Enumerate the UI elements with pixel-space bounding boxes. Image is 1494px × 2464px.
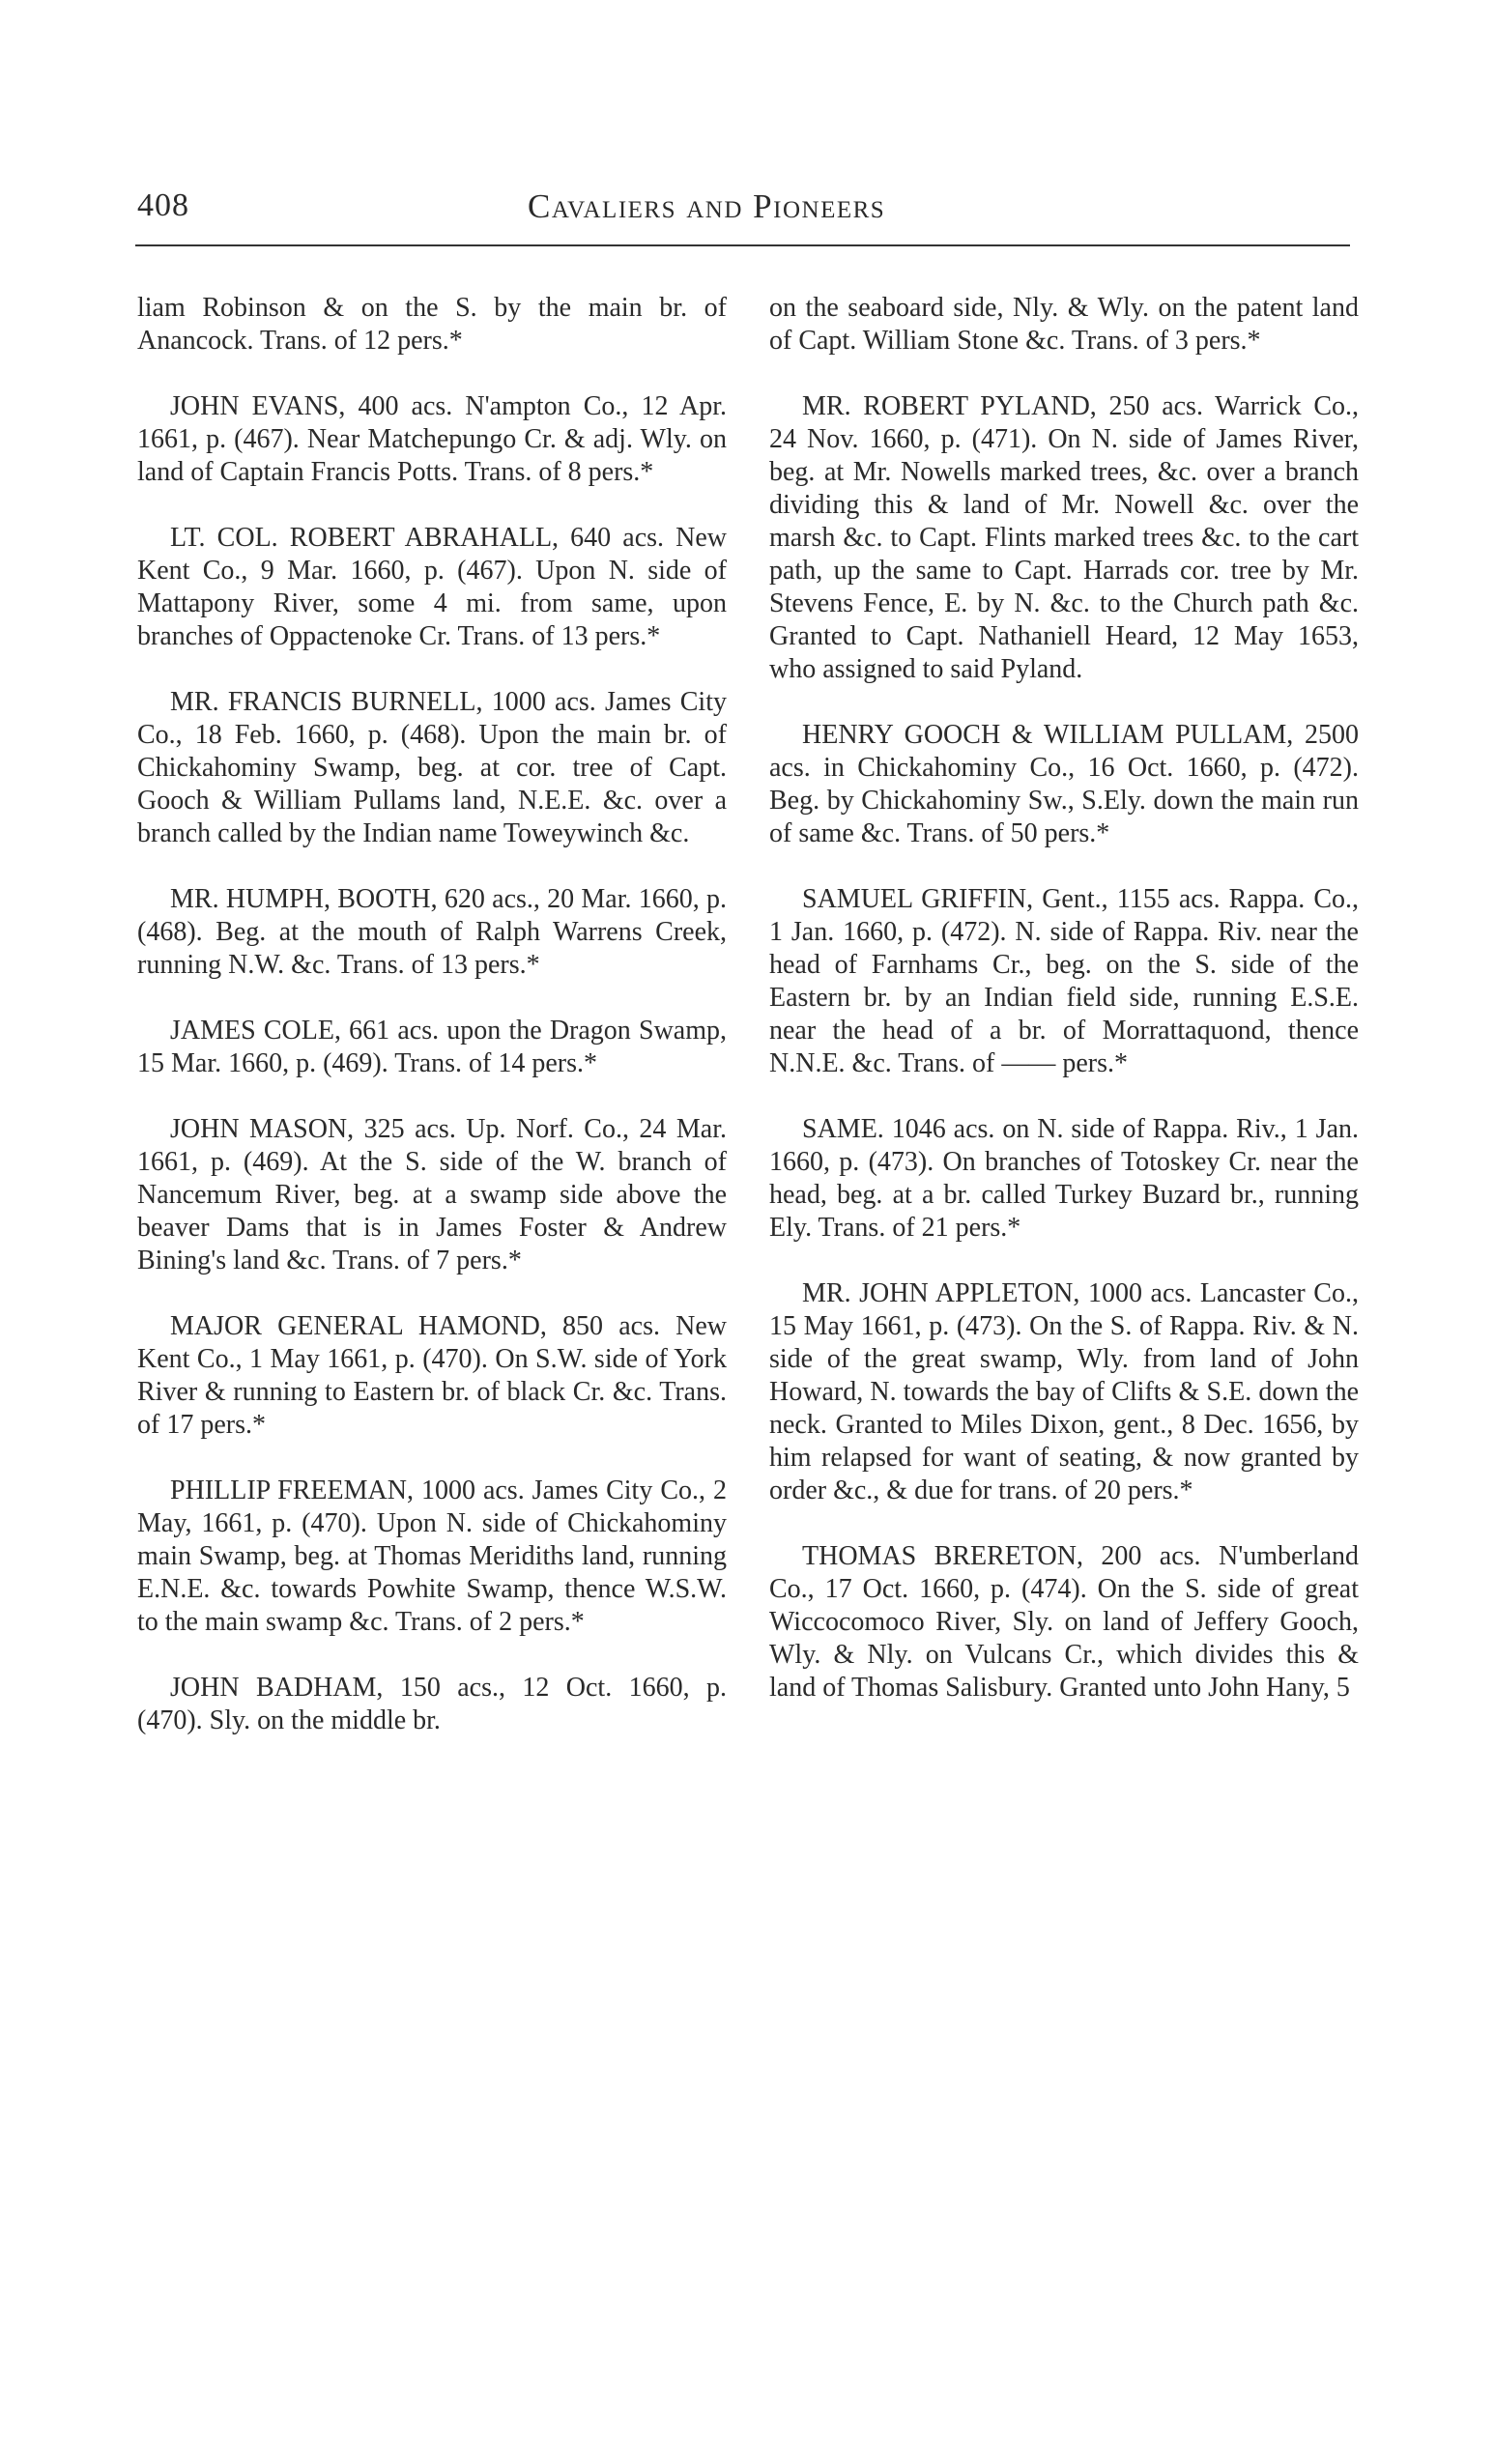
entry-humph-booth: MR. HUMPH, BOOTH, 620 acs., 20 Mar. 1660, p. (468). Beg. at the mouth of Ralph Warrens Creek, running N.W. &c. Trans. of 13 pers.* <box>137 884 727 980</box>
entry-gooch-pullam: HENRY GOOCH & WILLIAM PULLAM, 2500 acs. in Chickahominy Co., 16 Oct. 1660, p. (472). Beg. by Chickahominy Sw., S.Ely. down the main run of same &c. Trans. of 50 pers.* <box>769 720 1359 848</box>
entry-general-hamond: MAJOR GENERAL HAMOND, 850 acs. New Kent Co., 1 May 1661, p. (470). On S.W. side of York River & running to Eastern br. of black Cr. &c. Trans. of 17 pers.* <box>137 1311 727 1440</box>
running-head: Cavaliers and Pioneers <box>528 187 886 225</box>
left-column <box>137 292 727 1737</box>
entry-john-appleton: MR. JOHN APPLETON, 1000 acs. Lancaster Co., 15 May 1661, p. (473). On the S. of Rappa. Riv. & N. side of the great swamp, Wly. from land of John Howard, N. towards the bay of Clifts & S.E. down the neck. Granted to Miles Dixon, gent., 8 Dec. 1656, by him relapsed for want of seating, & now granted by order &c., & due for trans. of 20 pers.* <box>769 1278 1359 1505</box>
entry-john-badham: JOHN BADHAM, 150 acs., 12 Oct. 1660, p. (470). Sly. on the middle br. <box>137 1673 727 1735</box>
entry-samuel-griffin: SAMUEL GRIFFIN, Gent., 1155 acs. Rappa. Co., 1 Jan. 1660, p. (472). N. side of Rappa. Riv. near the head of Farnhams Cr., beg. on the S. side of the Eastern br. by an Indian field side, running E.S.E. near the head of a br. of Morrattaquond, thence N.N.E. &c. Trans. of —— pers.* <box>769 884 1359 1078</box>
header-rule <box>135 244 1350 246</box>
entry-continued-robinson: liam Robinson & on the S. by the main br. of Anancock. Trans. of 12 pers.* <box>137 293 727 356</box>
entry-thomas-brereton: THOMAS BRERETON, 200 acs. N'umberland Co., 17 Oct. 1660, p. (474). On the S. side of great Wiccocomoco River, Sly. on land of Jeffery Gooch, Wly. & Nly. on Vulcans Cr., which divides this & land of Thomas Salisbury. Granted unto John Hany, 5 <box>769 1541 1359 1703</box>
entry-robert-abrahall: LT. COL. ROBERT ABRAHALL, 640 acs. New Kent Co., 9 Mar. 1660, p. (467). Upon N. side of Mattapony River, some 4 mi. from same, upon branches of Oppactenoke Cr. Trans. of 13 pers.* <box>137 523 727 651</box>
entry-phillip-freeman: PHILLIP FREEMAN, 1000 acs. James City Co., 2 May, 1661, p. (470). Upon N. side of Chickahominy main Swamp, beg. at Thomas Meridiths land, running E.N.E. &c. towards Powhite Swamp, thence W.S.W. to the main swamp &c. Trans. of 2 pers.* <box>137 1476 727 1637</box>
entry-continued-badham: on the seaboard side, Nly. & Wly. on the patent land of Capt. William Stone &c. Trans. of 3 pers.* <box>769 293 1359 356</box>
entry-john-evans: JOHN EVANS, 400 acs. N'ampton Co., 12 Apr. 1661, p. (467). Near Matchepungo Cr. & adj. Wly. on land of Captain Francis Potts. Trans. of 8 pers.* <box>137 391 727 487</box>
entry-john-mason: JOHN MASON, 325 acs. Up. Norf. Co., 24 Mar. 1661, p. (469). At the S. side of the W. branch of Nancemum River, beg. at a swamp side above the beaver Dams that is in James Foster & Andrew Bining's land &c. Trans. of 7 pers.* <box>137 1114 727 1275</box>
entry-francis-burnell: MR. FRANCIS BURNELL, 1000 acs. James City Co., 18 Feb. 1660, p. (468). Upon the main br. of Chickahominy Swamp, beg. at cor. tree of Capt. Gooch & William Pullams land, N.E.E. &c. over a branch called by the Indian name Toweywinch &c. <box>137 687 727 848</box>
right-column <box>769 292 1359 1705</box>
entry-same-griffin: SAME. 1046 acs. on N. side of Rappa. Riv., 1 Jan. 1660, p. (473). On branches of Totoskey Cr. near the head, beg. at a br. called Turkey Buzard br., running Ely. Trans. of 21 pers.* <box>769 1114 1359 1243</box>
entry-robert-pyland: MR. ROBERT PYLAND, 250 acs. Warrick Co., 24 Nov. 1660, p. (471). On N. side of James River, beg. at Mr. Nowells marked trees, &c. over a branch dividing this & land of Mr. Nowell &c. over the marsh &c. to Capt. Flints marked trees &c. to the cart path, up the same to Capt. Harrads cor. tree by Mr. Stevens Fence, E. by N. &c. to the Church path &c. Granted to Capt. Nathaniell Heard, 12 May 1653, who assigned to said Pyland. <box>769 391 1359 684</box>
entry-james-cole: JAMES COLE, 661 acs. upon the Dragon Swamp, 15 Mar. 1660, p. (469). Trans. of 14 pers.* <box>137 1016 727 1078</box>
page-number: 408 <box>137 187 189 223</box>
